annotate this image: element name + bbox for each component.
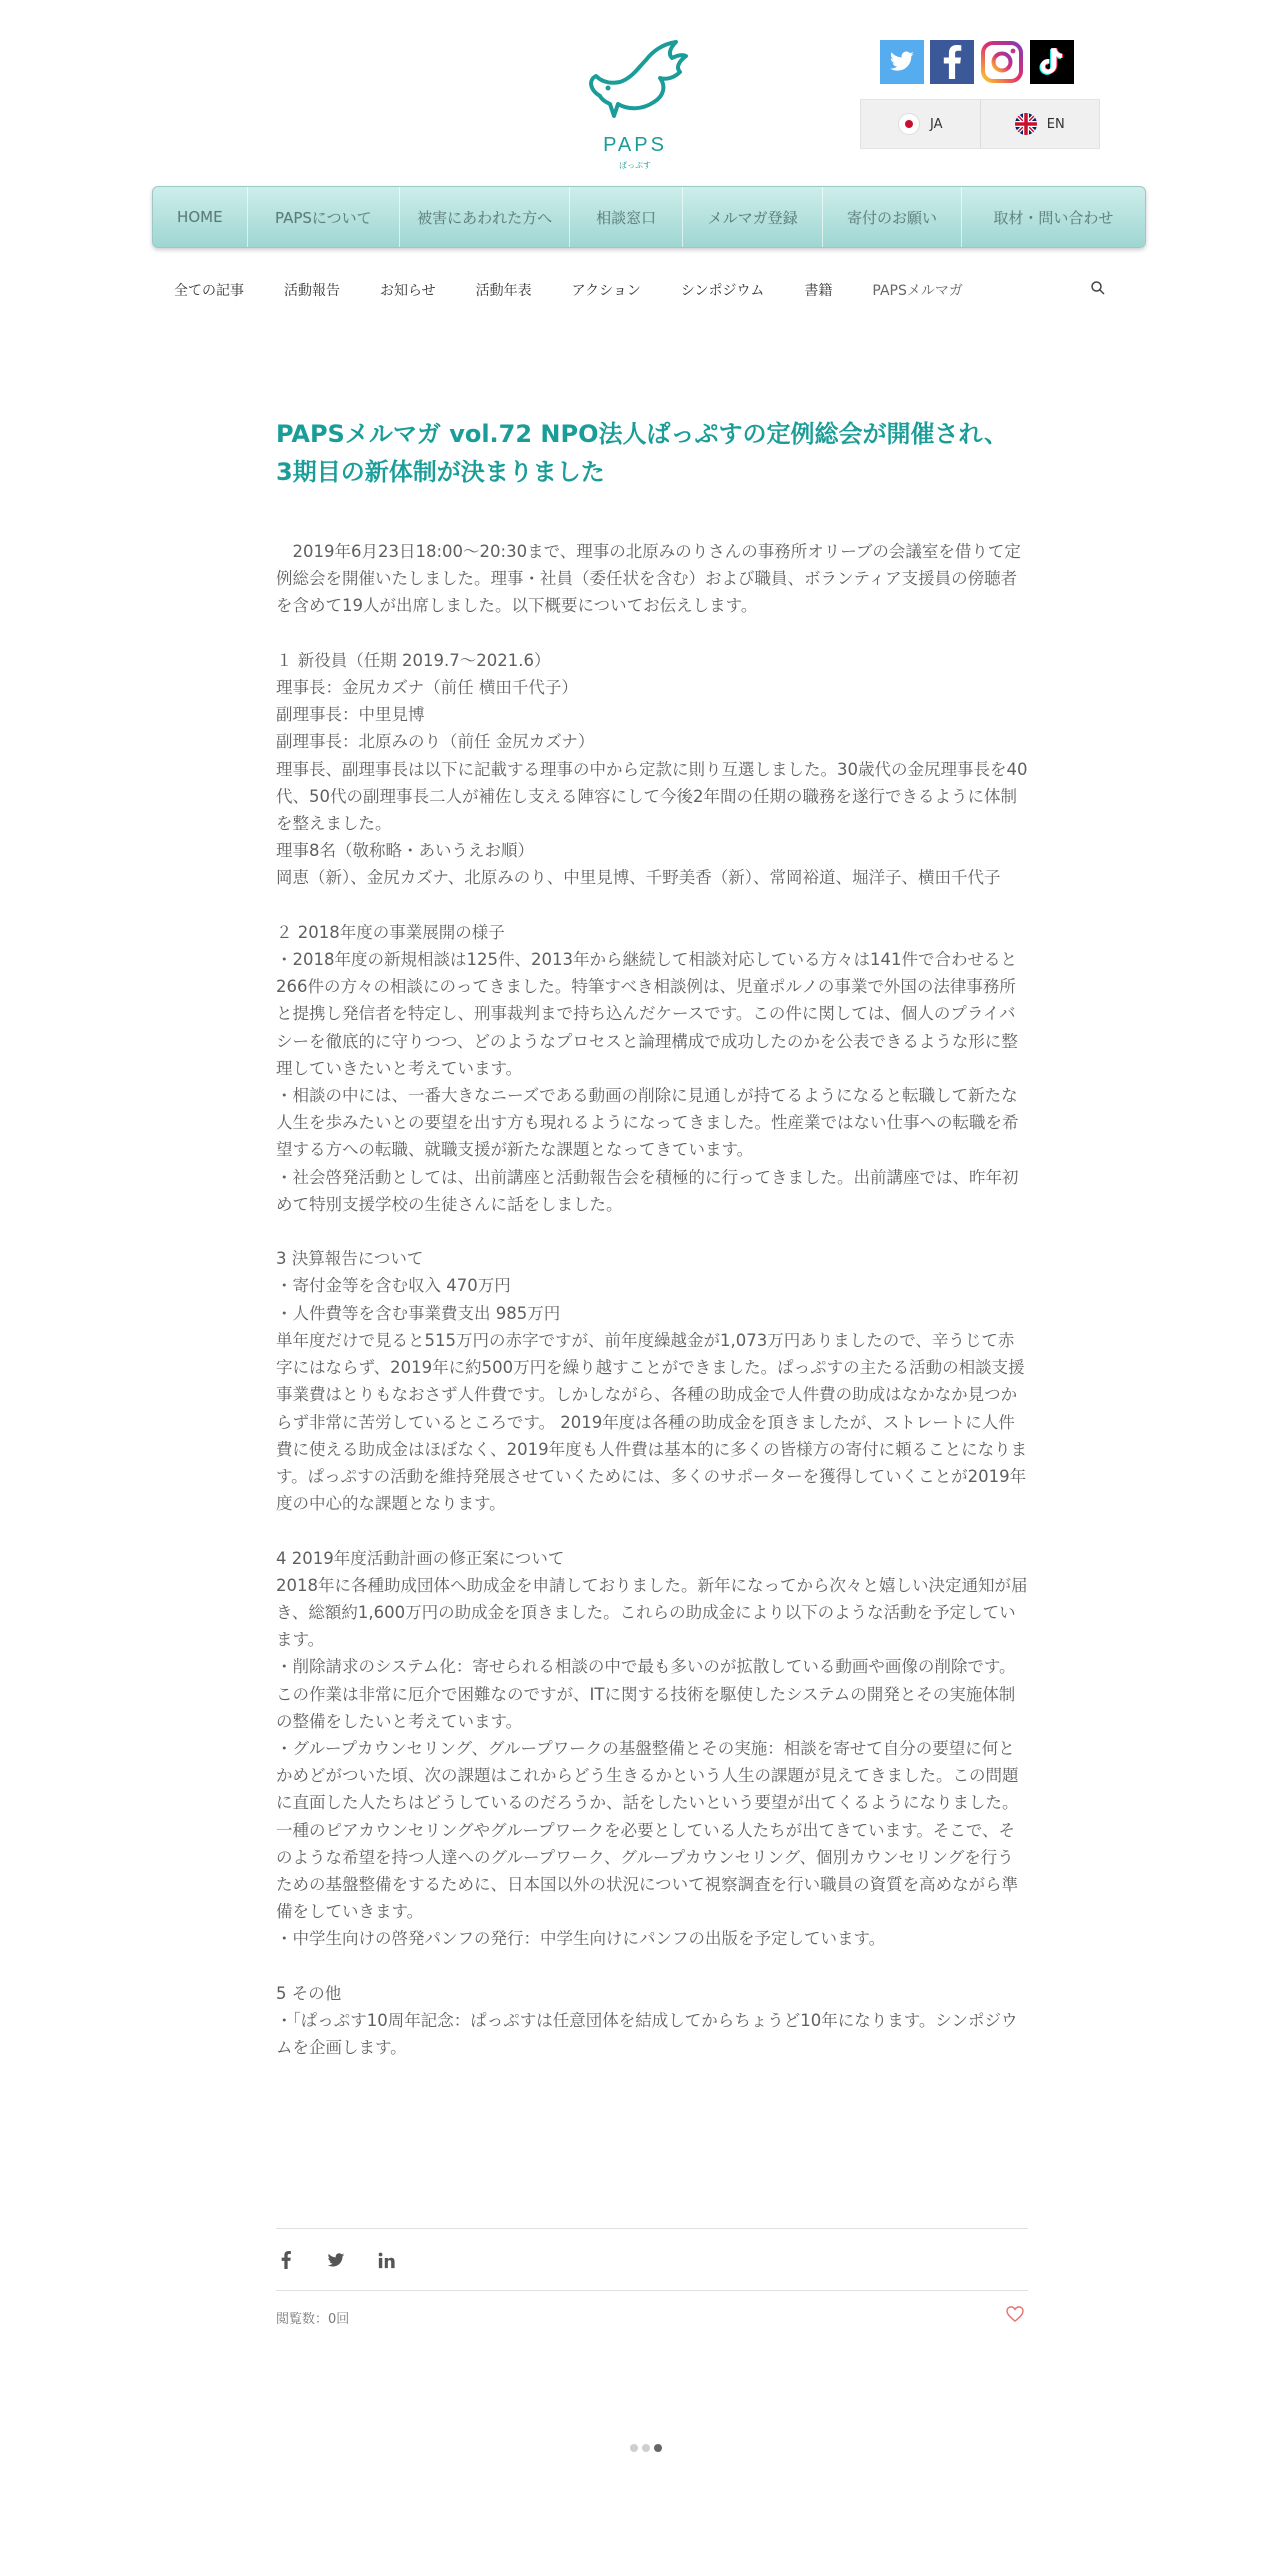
uk-flag-icon (1015, 113, 1037, 135)
nav-item-home[interactable]: HOME (153, 187, 248, 247)
article-paragraph: ・削除請求のシステム化：寄せられる相談の中で最も多いのが拡散している動画や画像の削除です。この作業は非常に厄介で困難なのですが、ITに関する技術を駆使したシステムの開発とその実施体制の整備をしたいと考えています。 (276, 1657, 1016, 1731)
category-news[interactable]: お知らせ (380, 283, 436, 299)
article-paragraph: ・人件費等を含む事業費支出 985万円 (276, 1303, 561, 1323)
article-paragraph (276, 1953, 1028, 1980)
article-paragraph: 岡恵（新）、金尻カズナ、北原みのり、中里見博、千野美香（新）、常岡裕道、堀洋子、横田千代子 (276, 868, 1001, 888)
article-paragraph: 3 決算報告について (276, 1249, 424, 1269)
nav-item-contact[interactable]: 取材・問い合わせ (993, 208, 1114, 227)
main-navigation (152, 186, 1146, 248)
japan-flag-icon (898, 113, 920, 135)
article-paragraph: ・社会啓発活動としては、出前講座と活動報告会を積極的に行ってきました。出前講座では、昨年初めて特別支援学校の生徒さんに話をしました。 (276, 1167, 1019, 1214)
article-paragraph (276, 1517, 1028, 1544)
article-paragraph: 副理事長：中里見博 (276, 705, 425, 725)
twitter-share-icon[interactable] (326, 2250, 346, 2270)
loading-indicator (630, 2444, 662, 2452)
article-paragraph (276, 892, 1028, 919)
nav-item-victims[interactable]: 被害にあわれた方へ (400, 187, 570, 247)
article-paragraph: １ 新役員（任期 2019.7～2021.6） (276, 650, 551, 670)
article-paragraph: 副理事長：北原みのり（前任 金尻カズナ） (276, 732, 595, 752)
nav-item-newsletter[interactable]: メルマガ登録 (683, 187, 823, 247)
article-paragraph: ・寄付金等を含む収入 470万円 (276, 1276, 511, 1296)
article-paragraph: ・グループカウンセリング、グループワークの基盤整備とその実施：相談を寄せて自分の要望に何とかめどがついた頃、次の課題はこれからどう生きるかという人生の課題が見えてきました。この問題に直面した人たちはどうしているのだろうか、話をしたいという要望が出てくるようになりました。一種のピアカウンセリングやグループワークを必要としている人たちが出てきています。そこで、そのような希望を持つ人達へのグループワーク、グループカウンセリング、個別カウンセリングを行うための基盤整備をするために、日本国以外の状況について視察調査を行い職員の資質を高めながら準備をしていきます。 (276, 1738, 1019, 1922)
article-paragraph: 理事長、副理事長は以下に記載する理事の中から定款に則り互選しました。30歳代の金尻理事長を40代、50代の副理事長二人が補佐し支える陣容にして今後2年間の任期の職務を遂行できるように体制を整えました。 (276, 759, 1028, 834)
article-paragraph: 単年度だけで見ると515万円の赤字ですが、前年度繰越金が1,073万円ありましたので、辛うじて赤字にはならず、2019年に約500万円を繰り越すことができました。ぱっぷすの主たる活動の相談支援事業費はとりもなおさず人件費です。しかしながら、各種の助成金で人件費の助成はなかなか見つからず非常に苦労しているところです。 2019年度は各種の助成金を頂きましたが、ストレートに人件費に使える助成金はほぼなく、2019年度も人件費は基本的に多くの皆様方の寄付に頼ることになります。ぱっぷすの活動を維持発展させていくためには、多くのサポーターを獲得していくことが2019年度の中心的な課題となります。 (276, 1330, 1028, 1514)
language-option-ja[interactable] (861, 100, 980, 148)
language-label: EN (1046, 116, 1065, 132)
search-icon[interactable] (1090, 280, 1106, 296)
category-timeline[interactable]: 活動年表 (475, 283, 532, 299)
nav-item-donation[interactable]: 寄付のお願い (823, 187, 961, 247)
article-paragraph: 2018年に各種助成団体へ助成金を申請しておりました。新年になってから次々と嬉しい決定通知が届き、総額約1,600万円の助成金を頂きました。これらの助成金により以下のような活動を予定しています。 (276, 1575, 1028, 1650)
share-bar (276, 2250, 396, 2270)
linkedin-share-icon[interactable] (376, 2250, 396, 2270)
article-paragraph: ・相談の中には、一番大きなニーズである動画の削除に見通しが持てるようになると転職して新たな人生を歩みたいとの要望を出す方も現れるようになってきました。性産業ではない仕事への転職を希望する方への転職、就職支援が新たな課題となってきています。 (276, 1086, 1019, 1160)
facebook-share-icon[interactable] (276, 2250, 296, 2270)
language-label: JA (930, 116, 943, 132)
loading-dot (654, 2444, 662, 2452)
language-option-en[interactable] (980, 100, 1100, 148)
article-paragraph: 理事長：金尻カズナ（前任 横田千代子） (276, 678, 578, 698)
article-paragraph: 5 その他 (276, 1983, 342, 2003)
category-action[interactable]: アクション (571, 283, 641, 299)
facebook-icon[interactable] (930, 40, 974, 84)
logo-wordmark: PAPS (603, 134, 667, 156)
twitter-icon[interactable] (880, 40, 924, 84)
paps-logo[interactable] (580, 38, 690, 178)
nav-item-consultation[interactable]: 相談窓口 (570, 187, 683, 247)
category-newsletter[interactable]: PAPSメルマガ (872, 283, 963, 299)
blog-category-nav (174, 276, 1114, 304)
article-paragraph: ・「ぱっぷす10周年記念：ぱっぷすは任意団体を結成してからちょうど10年になります。シンポジウムを企画します。 (276, 2010, 1018, 2058)
loading-dot (630, 2444, 638, 2452)
category-symposium[interactable]: シンポジウム (680, 283, 765, 299)
divider (276, 2228, 1028, 2229)
dove-logo-icon (580, 38, 690, 133)
article-paragraph: 4 2019年度活動計画の修正案について (276, 1548, 565, 1568)
view-count: 閲覧数：0回 (276, 2312, 350, 2327)
article-paragraph: ・中学生向けの啓発パンフの発行：中学生向けにパンフの出版を予定しています。 (276, 1929, 886, 1949)
nav-item-about[interactable]: PAPSについて (248, 187, 400, 247)
article-paragraph: 理事8名（敬称略・あいうえお順） (276, 841, 534, 861)
article-body (276, 538, 1028, 2061)
logo-subtitle: ぱっぷす (619, 161, 651, 170)
language-switcher (860, 99, 1100, 149)
article-paragraph (276, 620, 1028, 647)
article-paragraph (276, 1218, 1028, 1245)
article-title: PAPSメルマガ vol.72 NPO法人ぱっぷすの定例総会が開催され、3期目の新体制が決まりました (276, 420, 1008, 486)
article-paragraph: 2019年6月23日18:00～20:30まで、理事の北原みのりさんの事務所オリーブの会議室を借りて定例総会を開催いたしました。理事・社員（委任状を含む）および職員、ボランティア支援員の傍聴者を含めて19人が出席しました。以下概要についてお伝えします。 (276, 542, 1021, 616)
category-all[interactable]: 全ての記事 (174, 283, 244, 299)
category-books[interactable]: 書籍 (804, 283, 833, 299)
divider (276, 2290, 1028, 2291)
tiktok-icon[interactable] (1030, 40, 1074, 84)
social-links (880, 40, 1074, 84)
like-heart-icon[interactable] (1006, 2306, 1024, 2324)
article-paragraph: ２ 2018年度の事業展開の様子 (276, 922, 505, 942)
category-activity-report[interactable]: 活動報告 (284, 283, 340, 299)
instagram-icon[interactable] (980, 40, 1024, 84)
loading-dot (642, 2444, 650, 2452)
article-paragraph: ・2018年度の新規相談は125件、2013年から継続して相談対応している方々は141件で合わせると266件の方々の相談にのってきました。特筆すべき相談例は、児童ポルノの事業で外国の法律事務所と提携し発信者を特定し、刑事裁判まで持ち込んだケースです。この件に関しては、個人のプライバシーを徹底的に守りつつ、どのようなプロセスと論理構成で成功したのかを公表できるような形に整理していきたいと考えています。 (276, 950, 1018, 1078)
